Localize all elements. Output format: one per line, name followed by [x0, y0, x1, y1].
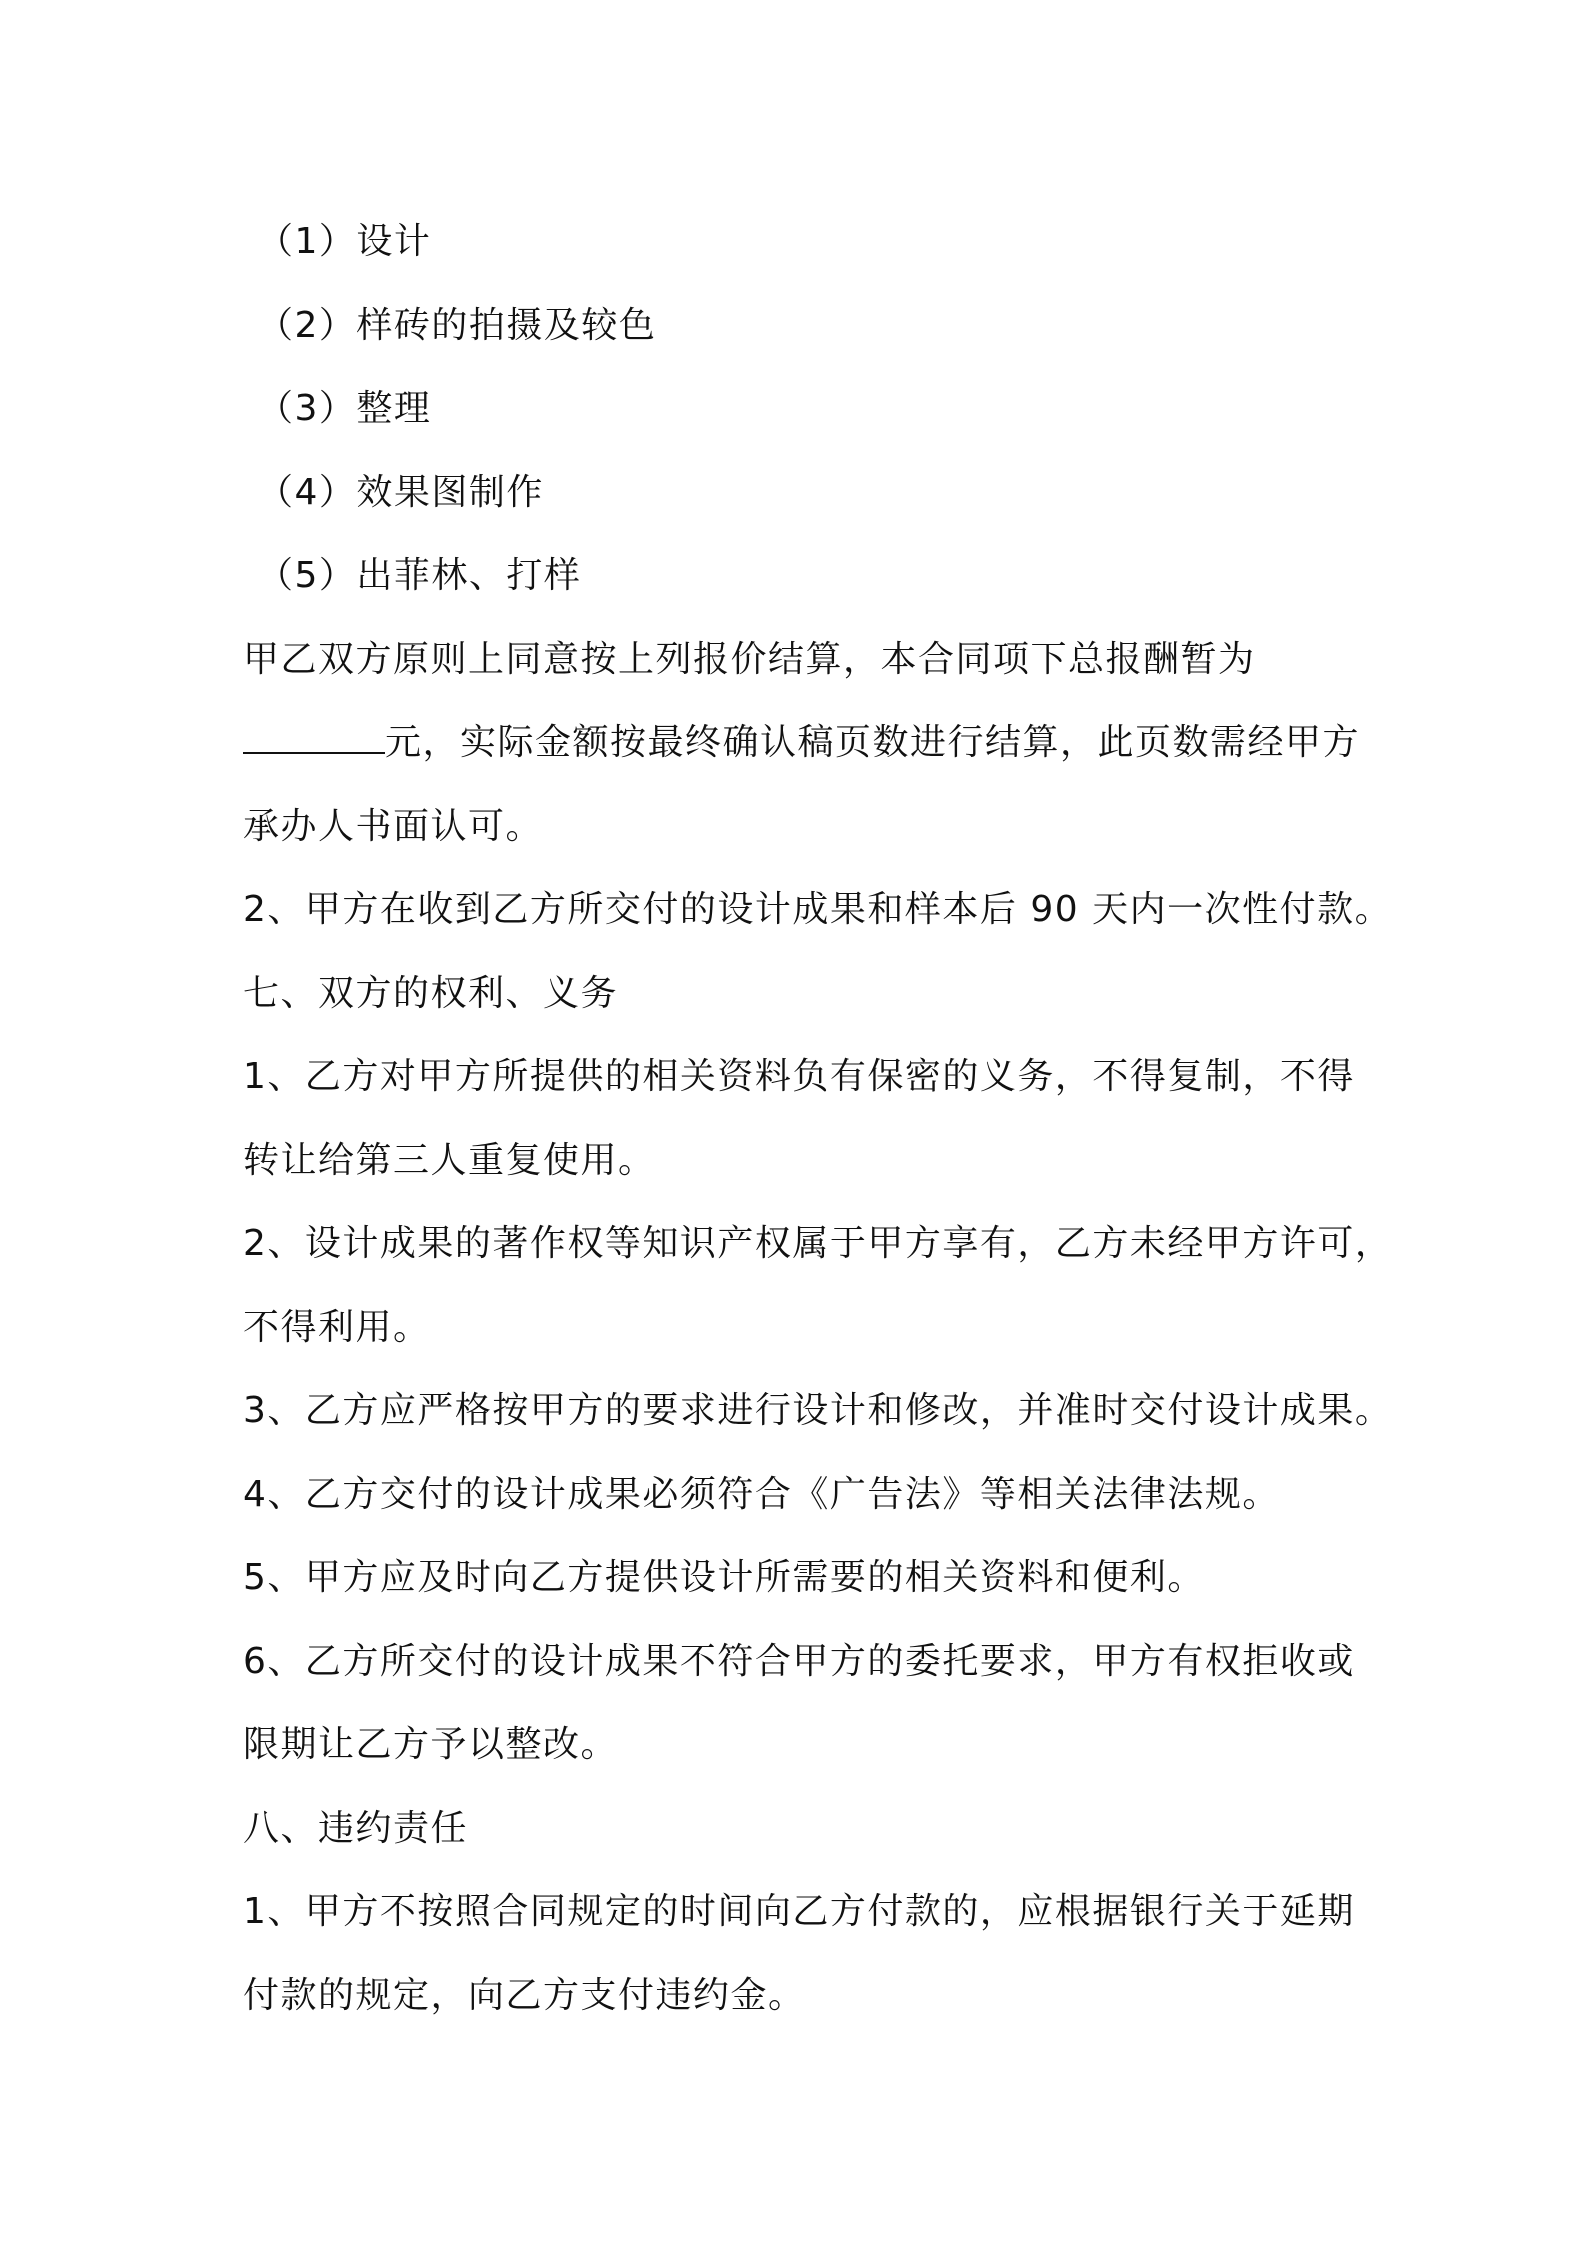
sub-item-rendering: （4）效果图制作	[257, 471, 544, 513]
sub-item-sample-tile-photography: （2）样砖的拍摄及较色	[257, 304, 657, 346]
rights-item-2-line-1: 2、设计成果的著作权等知识产权属于甲方享有，乙方未经甲方许可，	[243, 1223, 1393, 1264]
breach-item-1-line-2: 付款的规定，向乙方支付违约金。	[243, 1974, 806, 2016]
sub-item-design: （1）设计	[257, 221, 432, 262]
payment-paragraph-line-1: 甲乙双方原则上同意按上列报价结算，本合同项下总报酬暂为	[243, 638, 1256, 680]
payment-paragraph-line-2	[243, 701, 1373, 785]
breach-item-1-line-1: 1、甲方不按照合同规定的时间向乙方付款的，应根据银行关于延期	[243, 1891, 1355, 1932]
rights-item-1-line-1: 1、乙方对甲方所提供的相关资料负有保密的义务，不得复制，不得	[243, 1056, 1355, 1097]
sub-item-film-proofing: （5）出菲林、打样	[257, 555, 582, 596]
section-heading-breach-liability: 八、违约责任	[243, 1807, 469, 1849]
rights-item-3: 3、乙方应严格按甲方的要求进行设计和修改，并准时交付设计成果。	[243, 1390, 1393, 1431]
section-heading-rights-obligations: 七、双方的权利、义务	[243, 972, 619, 1014]
rights-item-2-line-2: 不得利用。	[243, 1306, 431, 1348]
contract-text	[243, 200, 1393, 2037]
rights-item-6-line-1: 6、乙方所交付的设计成果不符合甲方的委托要求，甲方有权拒收或	[243, 1640, 1355, 1682]
payment-paragraph-line-2-text: 元，实际金额按最终确认稿页数进行结算，此页数需经甲方	[385, 722, 1361, 763]
sub-item-arrangement: （3）整理	[257, 388, 432, 429]
amount-blank	[243, 706, 385, 754]
rights-item-4: 4、乙方交付的设计成果必须符合《广告法》等相关法律法规。	[243, 1473, 1280, 1515]
rights-item-6-line-2: 限期让乙方予以整改。	[243, 1724, 619, 1765]
rights-item-1-line-2: 转让给第三人重复使用。	[243, 1139, 656, 1181]
payment-item-2: 2、甲方在收到乙方所交付的设计成果和样本后 90 天内一次性付款。	[243, 889, 1393, 930]
rights-item-5: 5、甲方应及时向乙方提供设计所需要的相关资料和便利。	[243, 1557, 1205, 1598]
payment-paragraph-line-3: 承办人书面认可。	[243, 805, 544, 847]
